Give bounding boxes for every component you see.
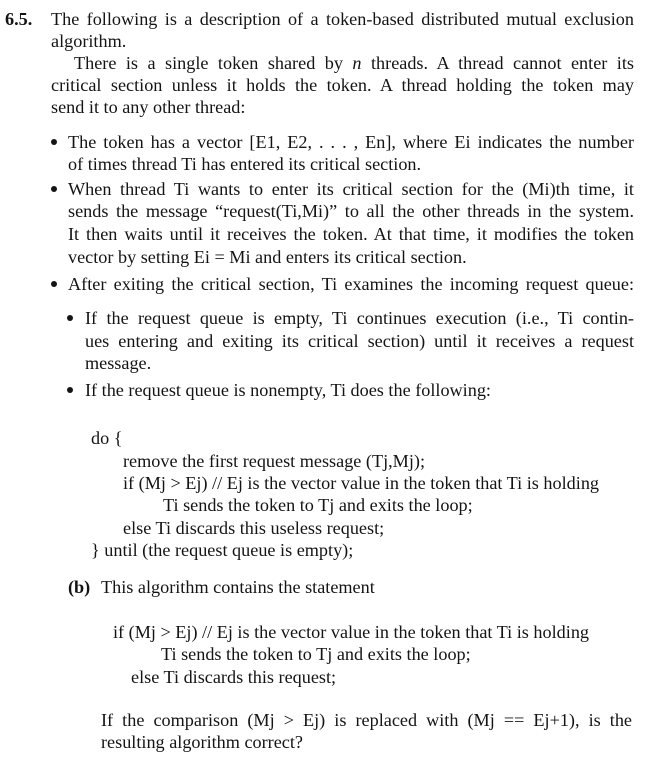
bullet-dot <box>51 281 57 287</box>
part-b-code-line-3: else Ti discards this request; <box>131 667 337 687</box>
bullet-dot <box>51 139 57 145</box>
code-line-1: do { <box>91 428 123 448</box>
code-line-2: remove the first request message (Tj,Mj); <box>123 451 426 471</box>
bullet-1-line-2: of times thread Ti has entered its critical section. <box>68 154 422 174</box>
code-line-4: Ti sends the token to Tj and exits the loop; <box>163 495 473 515</box>
code-line-3: if (Mj > Ej) // Ej is the vector value in the token that Ti is holding <box>123 473 600 493</box>
bullet-3-line-1: After exiting the critical section, Ti examines the incoming request queue: <box>68 274 634 294</box>
para-line-2: critical section unless it holds the token. A thread holding the token may <box>51 75 634 95</box>
para-line-1: There is a single token shared by n threads. A thread cannot enter its <box>74 53 634 73</box>
sub-bullet-1-line-3: message. <box>85 353 152 373</box>
sub-bullet-dot <box>67 315 73 321</box>
code-line-6: } until (the request queue is empty); <box>91 540 354 560</box>
part-b-question-line-1: If the comparison (Mj > Ej) is replaced with (Mj == Ej+1), is the <box>101 710 632 730</box>
code-line-5: else Ti discards this useless request; <box>123 518 385 538</box>
sub-bullet-2-line-1: If the request queue is nonempty, Ti does the following: <box>85 380 491 400</box>
bullet-dot <box>51 186 57 192</box>
para-line-3: send it to any other thread: <box>51 97 246 117</box>
part-b-text: This algorithm contains the statement <box>101 577 375 597</box>
bullet-2-line-3: It then waits until it receives the token. At that time, it modifies the token <box>68 224 634 244</box>
sub-bullet-dot <box>67 387 73 393</box>
intro-line-1: The following is a description of a token-based distributed mutual exclusion <box>51 9 634 29</box>
bullet-2-line-4: vector by setting Ei = Mi and enters its critical section. <box>68 247 467 267</box>
sub-bullet-1-line-2: ues entering and exiting its critical section) until it receives a request <box>85 331 634 351</box>
part-b-question-line-2: resulting algorithm correct? <box>101 732 304 752</box>
bullet-2-line-1: When thread Ti wants to enter its critical section for the (Mi)th time, it <box>68 179 634 199</box>
problem-number: 6.5. <box>5 9 33 29</box>
part-b-label: (b) <box>68 577 91 597</box>
part-b-code-line-2: Ti sends the token to Tj and exits the loop; <box>161 644 471 664</box>
sub-bullet-1-line-1: If the request queue is empty, Ti continues execution (i.e., Ti contin- <box>85 308 634 328</box>
intro-line-2: algorithm. <box>51 31 127 51</box>
bullet-2-line-2: sends the message “request(Ti,Mi)” to all the other threads in the system. <box>68 201 634 221</box>
bullet-1-line-1: The token has a vector [E1, E2, . . . , En], where Ei indicates the number <box>68 132 634 152</box>
part-b-code-line-1: if (Mj > Ej) // Ej is the vector value in the token that Ti is holding <box>113 622 590 642</box>
